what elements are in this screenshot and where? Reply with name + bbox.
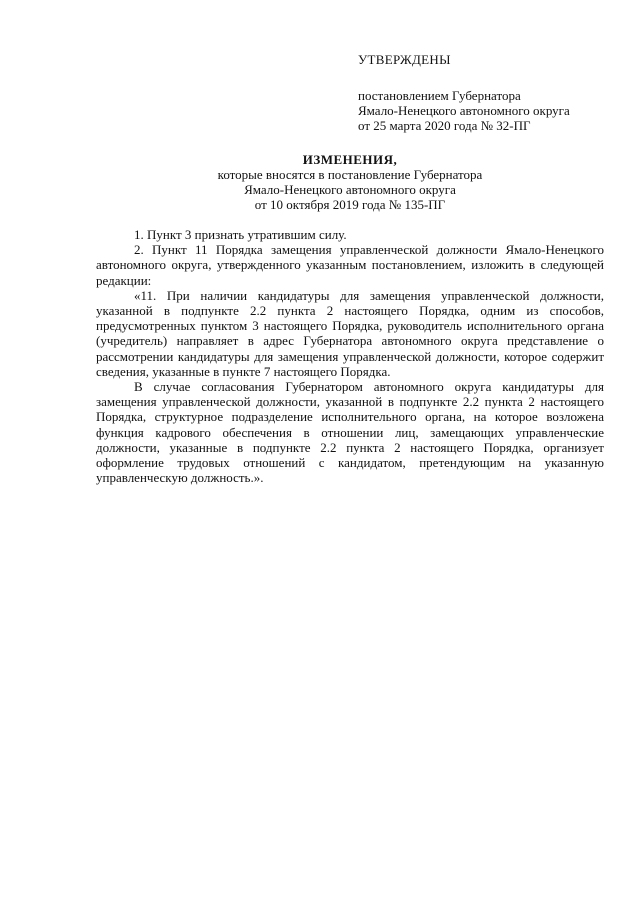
document-title: ИЗМЕНЕНИЯ, bbox=[302, 152, 398, 167]
document-heading bbox=[96, 152, 604, 212]
approval-line-1: постановлением Губернатора bbox=[358, 88, 521, 103]
paragraph-3: «11. При наличии кандидатуры для замещения управленческой должности, указанной в подпункте 2.2 пункта 2 настоящего Порядка, одним из способов, предусмотренных пунктом 3 настоящего Порядка, руководитель исполнительного органа (учредитель) направляет в адрес Губернатора автономного округа представление о рассмотрении кандидатуры для замещения управленческой должности, которое содержит сведения, указанные в пункте 7 настоящего Порядка. bbox=[96, 287, 604, 379]
approval-line-3: от 25 марта 2020 года № 32-ПГ bbox=[358, 118, 531, 133]
heading-line-1: которые вносятся в постановление Губернатора bbox=[217, 167, 483, 182]
approval-line-2: Ямало-Ненецкого автономного округа bbox=[358, 103, 570, 118]
heading-line-2: Ямало-Ненецкого автономного округа bbox=[244, 182, 456, 197]
paragraph-2: 2. Пункт 11 Порядка замещения управленческой должности Ямало-Ненецкого автономного округа, утвержденного указанным постановлением, изложить в следующей редакции: bbox=[96, 242, 604, 288]
paragraph-4: В случае согласования Губернатором автономного округа кандидатуры для замещения управленческой должности, указанной в подпункте 2.2 пункта 2 настоящего Порядка, структурное подразделение исполнительного органа, на которое возложена функция кадрового обеспечения в отношении лиц, замещающих управленческие должности, указанные в подпункте 2.2 пункта 2 настоящего Порядка, организует оформление трудовых отношений с кандидатом, претендующим на указанную управленческую должность.». bbox=[96, 379, 604, 486]
document-body bbox=[96, 227, 604, 485]
approval-stamp-title: УТВЕРЖДЕНЫ bbox=[358, 52, 451, 67]
approval-block bbox=[358, 52, 608, 133]
paragraph-1: 1. Пункт 3 признать утратившим силу. bbox=[134, 227, 347, 242]
heading-line-3: от 10 октября 2019 года № 135-ПГ bbox=[254, 197, 446, 212]
